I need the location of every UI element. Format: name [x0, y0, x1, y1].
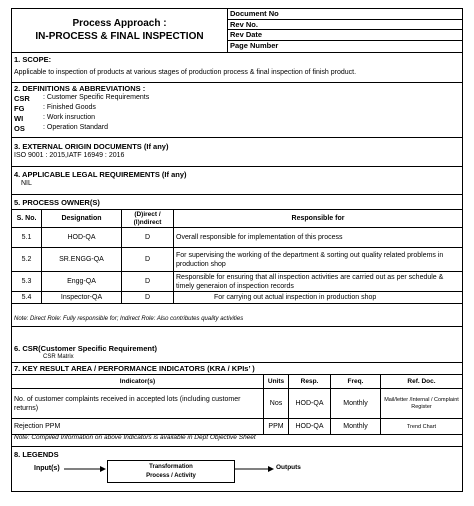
table-row [12, 228, 463, 248]
cell-indicator: Rejection PPM [12, 419, 264, 435]
col-responsible: Responsible for [174, 210, 463, 228]
document-title [12, 9, 228, 52]
cell-responsible: Responsible for ensuring that all inspection activities are carried out as per schedule & timely generaion of inspection records [174, 272, 463, 292]
abbr-key: OS [14, 124, 25, 133]
cell-designation: SR.ENGG-QA [42, 248, 122, 272]
cell-resp: HOD-QA [289, 389, 331, 419]
divider [12, 326, 462, 327]
box-line-2: Process / Activity [146, 473, 196, 479]
legend-arrows [12, 455, 462, 489]
col-units: Units [264, 375, 289, 389]
cell-role: D [122, 228, 174, 248]
table-row [12, 389, 463, 419]
divider [12, 82, 462, 83]
external-text: ISO 9001 : 2015,IATF 16949 : 2016 [14, 152, 125, 159]
cell-role: D [122, 248, 174, 272]
cell-resp: HOD-QA [289, 419, 331, 435]
cell-designation: HOD-QA [42, 228, 122, 248]
legends-heading: 8. LEGENDS [14, 450, 59, 459]
input-arrow-head [100, 466, 106, 472]
legend-outputs-label: Outputs [276, 464, 301, 471]
cell-role: D [122, 272, 174, 292]
col-resp: Resp. [289, 375, 331, 389]
cell-freq: Monthly [331, 389, 381, 419]
meta-page-number: Page Number [230, 40, 279, 50]
table-row [12, 292, 463, 304]
output-arrow-head [268, 466, 274, 472]
cell-designation: Inspector-QA [42, 292, 122, 304]
table-header-row [12, 210, 463, 228]
document-frame [11, 8, 463, 492]
col-indicator: Indicator(s) [12, 375, 264, 389]
abbr-key: CSR [14, 94, 30, 103]
title-line-1: Process Approach : [72, 18, 167, 29]
cell-sno: 5.4 [12, 292, 42, 304]
col-ref: Ref. Doc. [381, 375, 463, 389]
box-line-1: Transformation [149, 464, 193, 470]
col-role: (D)irect / (I)ndirect [122, 210, 174, 228]
meta-rev-no: Rev No. [228, 20, 462, 31]
cell-role: D [122, 292, 174, 304]
abbr-key: WI [14, 114, 24, 123]
kra-table [11, 374, 463, 435]
abbr-value: : Work insruction [43, 114, 95, 121]
definitions-heading: 2. DEFINITIONS & ABBREVIATIONS : [14, 84, 146, 93]
table-row [12, 272, 463, 292]
cell-sno: 5.3 [12, 272, 42, 292]
owners-heading: 5. PROCESS OWNER(S) [14, 198, 100, 207]
legal-text: NIL [21, 180, 32, 187]
table-row [12, 248, 463, 272]
col-freq: Freq. [331, 375, 381, 389]
divider [12, 166, 462, 167]
cell-ref: Mail/letter /Internal / Complaint Register [381, 389, 463, 419]
cell-responsible: For carrying out actual inspection in production shop [174, 292, 463, 304]
owners-note: Note: Direct Role: Fully responsible for; Indirect Role: Also contributes quality activities [14, 316, 244, 322]
cell-designation: Engg-QA [42, 272, 122, 292]
meta-document-no: Document No [228, 9, 462, 20]
abbr-value: : Customer Specific Requirements [43, 94, 150, 101]
scope-text: Applicable to inspection of products at various stages of production process & final inspection of finish product. [14, 69, 357, 76]
abbr-value: : Finished Goods [43, 104, 96, 111]
divider [12, 362, 462, 363]
owners-table [11, 209, 463, 304]
cell-sno: 5.1 [12, 228, 42, 248]
kra-heading: 7. KEY RESULT AREA / PERFORMANCE INDICATORS (KRA / KPIs’ ) [14, 364, 255, 373]
legal-heading: 4. APPLICABLE LEGAL REQUIREMENTS (If any) [14, 170, 187, 179]
divider [12, 137, 462, 138]
meta-rev-date: Rev Date [228, 30, 462, 41]
csr-text: CSR Matrix [43, 354, 74, 360]
document-header [12, 9, 462, 53]
kra-note: Note: Compiled Information on above Indicators is available in Dept Objective Sheet [14, 434, 256, 441]
divider [12, 446, 462, 447]
scope-heading: 1. SCOPE: [14, 55, 52, 64]
col-sno: S. No. [12, 210, 42, 228]
csr-heading: 6. CSR(Customer Specific Requirement) [14, 344, 157, 353]
table-row [12, 419, 463, 435]
divider [12, 194, 462, 195]
cell-ref: Trend Chart [381, 419, 463, 435]
cell-sno: 5.2 [12, 248, 42, 272]
cell-indicator: No. of customer complaints received in accepted lots (including customer returns) [12, 389, 264, 419]
abbr-value: : Operation Standard [43, 124, 108, 131]
table-header-row [12, 375, 463, 389]
abbr-key: FG [14, 104, 25, 113]
cell-units: PPM [264, 419, 289, 435]
transformation-process-box [107, 460, 235, 483]
cell-freq: Monthly [331, 419, 381, 435]
cell-responsible: For supervising the working of the department & sorting out quality related problems in production shop [174, 248, 463, 272]
col-designation: Designation [42, 210, 122, 228]
external-heading: 3. EXTERNAL ORIGIN DOCUMENTS (If any) [14, 142, 169, 151]
title-line-2: IN-PROCESS & FINAL INSPECTION [35, 31, 204, 42]
legend-inputs-label: Input(s) [34, 465, 60, 472]
cell-responsible: Overall responsible for implementation of this process [174, 228, 463, 248]
cell-units: Nos [264, 389, 289, 419]
